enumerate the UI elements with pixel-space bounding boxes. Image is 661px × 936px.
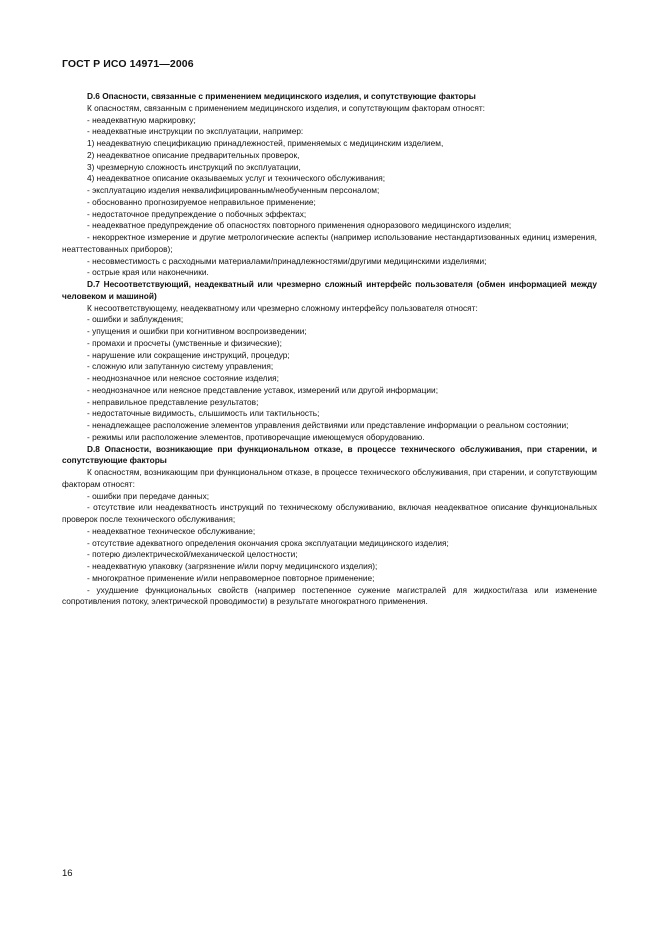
list-item: 1) неадекватную спецификацию принадлежностей, применяемых с медицинским изделием,: [87, 138, 444, 148]
list-item: - промахи и просчеты (умственные и физические);: [87, 337, 282, 348]
paragraph: К несоответствующему, неадекватному или чрезмерно сложному интерфейсу пользователя относят:: [87, 302, 478, 313]
list-item: - недостаточное предупреждение о побочных эффектах;: [87, 208, 307, 219]
list-item: 3) чрезмерную сложность инструкций по эксплуатации,: [87, 161, 301, 172]
list-item: 2) неадекватное описание предварительных проверок,: [87, 149, 300, 160]
list-item: - несовместимость с расходными материалами/принадлежностями/другими медицинскими изделиями;: [87, 255, 487, 266]
list-item: - многократное применение и/или неправомерное повторное применение;: [87, 572, 375, 583]
list-item: - ненадлежащее расположение элементов управления действиями или представление информации о реальном состоянии;: [87, 420, 569, 430]
section-heading-d6: D.6 Опасности, связанные с применением медицинского изделия, и сопутствующие факторы: [87, 91, 476, 101]
list-item: - отсутствие адекватного определения окончания срока эксплуатации медицинского изделия;: [87, 537, 449, 548]
list-item: - ухудшение функциональных свойств (например постепенное сужение магистралей для жидкости/газа или изменение сопротивления потоку, электрической проводимости) в результате многократного применения.: [62, 584, 597, 607]
list-item: - неоднозначное или неясное представление уставок, измерений или другой информации;: [87, 384, 439, 395]
paragraph: К опасностям, возникающим при функциональном отказе, в процессе технического обслуживания, при старении, и сопутствующим факторам относят:: [62, 467, 597, 489]
list-item: - неадекватную маркировку;: [87, 114, 196, 125]
section-heading-d8: D.8 Опасности, возникающие при функциональном отказе, в процессе технического обслуживания, при старении, и сопутствующие факторы: [62, 443, 597, 466]
section-heading-d7: D.7 Несоответствующий, неадекватный или чрезмерно сложный интерфейс пользователя (обмен информацией между человеком и машиной): [62, 279, 597, 301]
list-item: - нарушение или сокращение инструкций, процедур;: [87, 349, 290, 360]
list-item: 4) неадекватное описание оказываемых услуг и технического обслуживания;: [87, 173, 386, 184]
paragraph: К опасностям, связанным с применением медицинского изделия, и сопутствующим факторам относят:: [87, 102, 485, 113]
list-item: - некорректное измерение и другие метрологические аспекты (например использование нестандартизованных единиц измерения, неаттестованных приборов);: [62, 232, 597, 254]
list-item: - недостаточные видимость, слышимость или тактильность;: [87, 408, 320, 419]
list-item: - отсутствие или неадекватность инструкций по техническому обслуживанию, включая неадекватное описание функциональных проверок после технического обслуживания;: [62, 502, 597, 524]
list-item: - неадекватное техническое обслуживание;: [87, 525, 256, 536]
list-item: - неадекватную упаковку (загрязнение и/или порчу медицинского изделия);: [87, 561, 378, 571]
list-item: - неоднозначное или неясное состояние изделия;: [87, 373, 279, 383]
list-item: - обоснованно прогнозируемое неправильное применение;: [87, 196, 316, 207]
list-item: - эксплуатацию изделия неквалифицированным/необученным персоналом;: [87, 185, 380, 195]
list-item: - упущения и ошибки при когнитивном воспроизведении;: [87, 326, 307, 336]
list-item: - острые края или наконечники.: [87, 267, 209, 278]
list-item: - потерю диэлектрической/механической целостности;: [87, 549, 298, 560]
list-item: - неправильное представление результатов;: [87, 396, 259, 407]
list-item: - неадекватные инструкции по эксплуатации, например:: [87, 126, 304, 137]
list-item: - ошибки и заблуждения;: [87, 314, 184, 325]
list-item: - сложную или запутанную систему управления;: [87, 361, 274, 372]
page-number: 16: [62, 868, 73, 879]
document-body: [62, 91, 597, 608]
list-item: - режимы или расположение элементов, противоречащие имеющемуся оборудованию.: [87, 431, 425, 442]
list-item: - ошибки при передаче данных;: [87, 490, 210, 501]
document-header: ГОСТ Р ИСО 14971—2006: [62, 58, 194, 70]
list-item: - неадекватное предупреждение об опасностях повторного применения одноразового медицинского изделия;: [87, 220, 512, 231]
